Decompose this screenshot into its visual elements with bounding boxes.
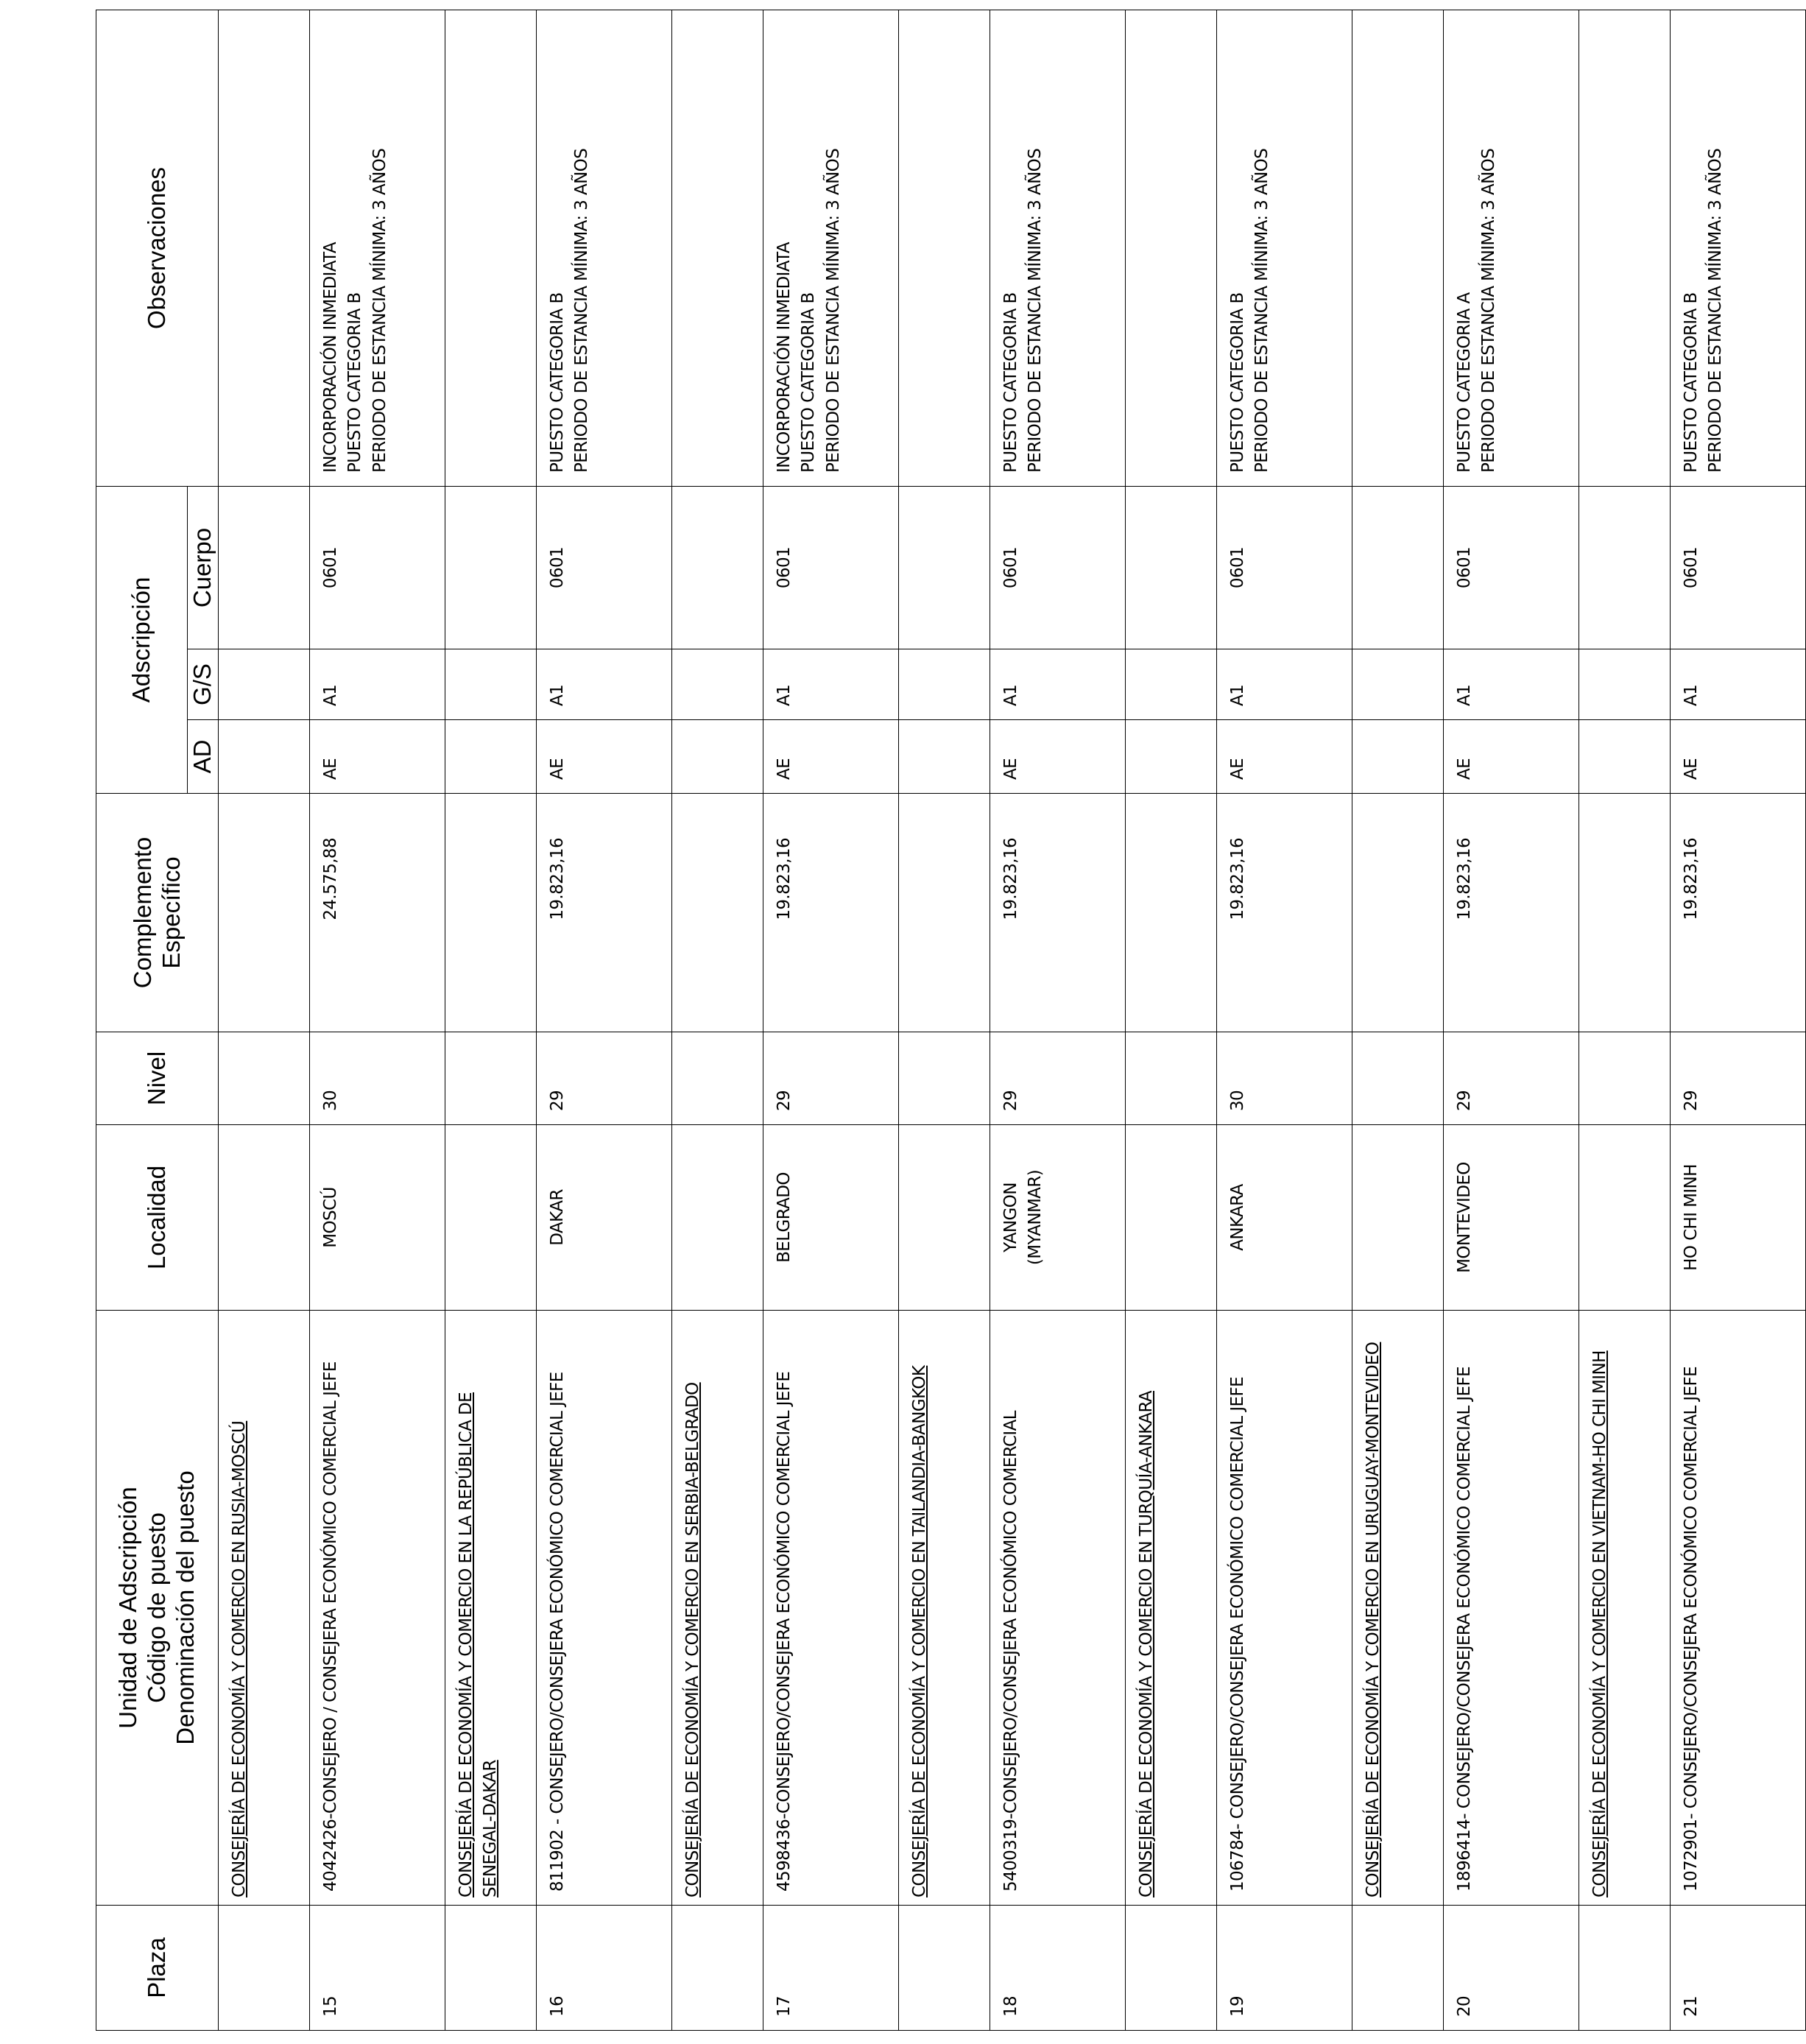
nivel-value: 29 — [990, 1032, 1126, 1125]
gs-value: A1 — [537, 649, 672, 720]
complemento-value: 19.823,16 — [1444, 794, 1579, 1032]
header-unidad-line3: Denominación del puesto — [171, 1470, 199, 1745]
observaciones-cell — [445, 10, 537, 486]
localidad-line1: ANKARA — [1228, 1184, 1247, 1251]
localidad-line1: MOSCÚ — [321, 1187, 340, 1248]
observacion-line: INCORPORACIÓN INMEDIATA — [321, 242, 340, 473]
localidad-cell — [1126, 1125, 1217, 1311]
localidad-value — [537, 1125, 672, 1311]
unit-row — [219, 10, 310, 2030]
post-row — [537, 10, 672, 2030]
puesto-description: 106784- CONSEJERO/CONSEJERA ECONÓMICO COMERCIAL JEFE — [1217, 1311, 1352, 1906]
gs-cell — [1352, 649, 1444, 720]
plaza-number: 20 — [1444, 1906, 1579, 2031]
nivel-value: 30 — [310, 1032, 445, 1125]
localidad-cell — [219, 1125, 310, 1311]
plaza-number: 17 — [763, 1906, 899, 2031]
cuerpo-value: 0601 — [1671, 486, 1806, 649]
observacion-line: PUESTO CATEGORIA B — [548, 292, 567, 473]
unit-name-cell: CONSEJERÍA DE ECONOMÍA Y COMERCIO EN RUSIA-MOSCÚ — [219, 1311, 310, 1906]
complemento-cell — [219, 794, 310, 1032]
unit-row — [1126, 10, 1217, 2030]
ad-cell — [672, 720, 763, 794]
observaciones-cell — [672, 10, 763, 486]
observaciones-cell — [899, 10, 990, 486]
gs-cell — [1126, 649, 1217, 720]
localidad-value — [310, 1125, 445, 1311]
localidad-cell — [445, 1125, 537, 1311]
complemento-value: 19.823,16 — [763, 794, 899, 1032]
observaciones-cell — [219, 10, 310, 486]
gs-cell — [219, 649, 310, 720]
observaciones-value — [537, 10, 672, 486]
header-unidad-line1: Unidad de Adscripción — [114, 1487, 142, 1729]
header-complemento-line2: Específico — [157, 856, 185, 969]
plaza-cell — [672, 1906, 763, 2031]
observacion-line: PERIODO DE ESTANCIA MÍNIMA: 3 AÑOS — [572, 148, 592, 473]
observacion-line: PUESTO CATEGORIA B — [1001, 292, 1020, 473]
nivel-cell — [1352, 1032, 1444, 1125]
observacion-line: PERIODO DE ESTANCIA MÍNIMA: 3 AÑOS — [1026, 148, 1045, 473]
ad-cell — [899, 720, 990, 794]
gs-cell — [899, 649, 990, 720]
header-gs: G/S — [188, 649, 219, 720]
cuerpo-value: 0601 — [1444, 486, 1579, 649]
post-row — [1217, 10, 1352, 2030]
nivel-value: 29 — [1444, 1032, 1579, 1125]
nivel-cell — [219, 1032, 310, 1125]
observacion-line: PERIODO DE ESTANCIA MÍNIMA: 3 AÑOS — [1252, 148, 1272, 473]
nivel-cell — [672, 1032, 763, 1125]
localidad-line1: MONTEVIDEO — [1455, 1162, 1474, 1273]
table-body — [219, 10, 1806, 2030]
localidad-value — [1444, 1125, 1579, 1311]
observacion-line: PUESTO CATEGORIA B — [1682, 292, 1701, 473]
unit-name-cell: CONSEJERÍA DE ECONOMÍA Y COMERCIO EN VIETNAM-HO CHI MINH — [1579, 1311, 1671, 1906]
unit-name-cell: CONSEJERÍA DE ECONOMÍA Y COMERCIO EN LA REPÚBLICA DE SENEGAL-DAKAR — [445, 1311, 537, 1906]
observaciones-value — [990, 10, 1126, 486]
post-row — [990, 10, 1126, 2030]
nivel-cell — [899, 1032, 990, 1125]
plaza-number: 18 — [990, 1906, 1126, 2031]
observaciones-value — [1444, 10, 1579, 486]
header-unidad — [96, 1311, 219, 1906]
table-header — [96, 10, 219, 2030]
observaciones-cell — [1579, 10, 1671, 486]
cuerpo-value: 0601 — [763, 486, 899, 649]
puesto-description: 1072901- CONSEJERO/CONSEJERA ECONÓMICO COMERCIAL JEFE — [1671, 1311, 1806, 1906]
nivel-value: 29 — [537, 1032, 672, 1125]
rotated-table-wrapper — [96, 10, 1726, 2031]
gs-value: A1 — [763, 649, 899, 720]
observaciones-value — [310, 10, 445, 486]
nivel-cell — [1126, 1032, 1217, 1125]
observaciones-cell — [1126, 10, 1217, 486]
ad-value: AE — [763, 720, 899, 794]
header-localidad: Localidad — [96, 1125, 219, 1311]
localidad-line1: DAKAR — [548, 1189, 567, 1246]
cuerpo-cell — [672, 486, 763, 649]
gs-value: A1 — [1217, 649, 1352, 720]
observacion-line: PUESTO CATEGORIA A — [1455, 292, 1474, 473]
post-row — [1671, 10, 1806, 2030]
cuerpo-cell — [445, 486, 537, 649]
plaza-number: 21 — [1671, 1906, 1806, 2031]
puesto-description: 1896414- CONSEJERO/CONSEJERA ECONÓMICO COMERCIAL JEFE — [1444, 1311, 1579, 1906]
unit-row — [672, 10, 763, 2030]
puesto-description: 5400319-CONSEJERO/CONSEJERA ECONÓMICO COMERCIAL — [990, 1311, 1126, 1906]
localidad-value — [1671, 1125, 1806, 1311]
ad-cell — [1352, 720, 1444, 794]
gs-value: A1 — [310, 649, 445, 720]
cuerpo-cell — [219, 486, 310, 649]
plaza-number: 16 — [537, 1906, 672, 2031]
gs-cell — [1579, 649, 1671, 720]
complemento-cell — [1579, 794, 1671, 1032]
nivel-cell — [1579, 1032, 1671, 1125]
localidad-line1: BELGRADO — [775, 1172, 794, 1263]
gs-value: A1 — [1444, 649, 1579, 720]
observacion-line: PERIODO DE ESTANCIA MÍNIMA: 3 AÑOS — [823, 148, 843, 473]
header-plaza: Plaza — [96, 1906, 219, 2031]
localidad-cell — [1579, 1125, 1671, 1311]
complemento-cell — [672, 794, 763, 1032]
complemento-cell — [899, 794, 990, 1032]
complemento-value: 19.823,16 — [1217, 794, 1352, 1032]
complemento-value: 19.823,16 — [990, 794, 1126, 1032]
localidad-line1: HO CHI MINH — [1682, 1164, 1701, 1271]
plaza-cell — [899, 1906, 990, 2031]
unit-name-cell: CONSEJERÍA DE ECONOMÍA Y COMERCIO EN URUGUAY-MONTEVIDEO — [1352, 1311, 1444, 1906]
ad-value: AE — [990, 720, 1126, 794]
localidad-value — [990, 1125, 1126, 1311]
cuerpo-cell — [1352, 486, 1444, 649]
unit-row — [1352, 10, 1444, 2030]
ad-value: AE — [1444, 720, 1579, 794]
plaza-cell — [1352, 1906, 1444, 2031]
plaza-number: 19 — [1217, 1906, 1352, 2031]
complemento-cell — [445, 794, 537, 1032]
observacion-line: PUESTO CATEGORIA B — [799, 292, 819, 473]
unit-name-cell: CONSEJERÍA DE ECONOMÍA Y COMERCIO EN TAILANDIA-BANGKOK — [899, 1311, 990, 1906]
complemento-value: 19.823,16 — [1671, 794, 1806, 1032]
plaza-cell — [445, 1906, 537, 2031]
ad-value: AE — [1671, 720, 1806, 794]
ad-cell — [1579, 720, 1671, 794]
observacion-line: INCORPORACIÓN INMEDIATA — [775, 242, 794, 473]
complemento-cell — [1126, 794, 1217, 1032]
observacion-line: PUESTO CATEGORIA B — [1228, 292, 1247, 473]
header-nivel: Nivel — [96, 1032, 219, 1125]
ad-cell — [1126, 720, 1217, 794]
localidad-value — [1217, 1125, 1352, 1311]
plaza-number: 15 — [310, 1906, 445, 2031]
header-adscripcion: Adscripción — [96, 486, 188, 793]
cuerpo-value: 0601 — [990, 486, 1126, 649]
observaciones-value — [1217, 10, 1352, 486]
localidad-cell — [899, 1125, 990, 1311]
puesto-description: 4598436-CONSEJERO/CONSEJERA ECONÓMICO COMERCIAL JEFE — [763, 1311, 899, 1906]
cuerpo-value: 0601 — [310, 486, 445, 649]
post-row — [310, 10, 445, 2030]
observaciones-cell — [1352, 10, 1444, 486]
unit-row — [445, 10, 537, 2030]
observaciones-value — [1671, 10, 1806, 486]
cuerpo-cell — [1126, 486, 1217, 649]
nivel-value: 29 — [1671, 1032, 1806, 1125]
observacion-line: PERIODO DE ESTANCIA MÍNIMA: 3 AÑOS — [370, 148, 389, 473]
puesto-description: 811902 - CONSEJERO/CONSEJERA ECONÓMICO COMERCIAL JEFE — [537, 1311, 672, 1906]
observacion-line: PUESTO CATEGORIA B — [345, 292, 365, 473]
observaciones-value — [763, 10, 899, 486]
header-complemento-line1: Complemento — [128, 836, 156, 989]
observacion-line: PERIODO DE ESTANCIA MÍNIMA: 3 AÑOS — [1479, 148, 1499, 473]
localidad-line1: YANGON — [1001, 1183, 1020, 1252]
ad-value: AE — [310, 720, 445, 794]
ad-value: AE — [537, 720, 672, 794]
localidad-value — [763, 1125, 899, 1311]
localidad-cell — [1352, 1125, 1444, 1311]
unit-name-cell: CONSEJERÍA DE ECONOMÍA Y COMERCIO EN SERBIA-BELGRADO — [672, 1311, 763, 1906]
cuerpo-cell — [899, 486, 990, 649]
nivel-value: 30 — [1217, 1032, 1352, 1125]
gs-cell — [445, 649, 537, 720]
gs-cell — [672, 649, 763, 720]
header-cuerpo: Cuerpo — [188, 486, 219, 649]
plaza-cell — [1126, 1906, 1217, 2031]
unit-row — [1579, 10, 1671, 2030]
header-observaciones: Observaciones — [96, 10, 219, 486]
gs-value: A1 — [990, 649, 1126, 720]
puesto-description: 4042426-CONSEJERO / CONSEJERA ECONÓMICO COMERCIAL JEFE — [310, 1311, 445, 1906]
localidad-line2: (MYANMAR) — [1026, 1169, 1045, 1266]
plaza-cell — [219, 1906, 310, 2031]
complemento-cell — [1352, 794, 1444, 1032]
header-ad: AD — [188, 720, 219, 794]
unit-name-cell: CONSEJERÍA DE ECONOMÍA Y COMERCIO EN TURQUÍA-ANKARA — [1126, 1311, 1217, 1906]
complemento-value: 19.823,16 — [537, 794, 672, 1032]
nivel-cell — [445, 1032, 537, 1125]
post-row — [763, 10, 899, 2030]
unit-row — [899, 10, 990, 2030]
observacion-line: PERIODO DE ESTANCIA MÍNIMA: 3 AÑOS — [1706, 148, 1726, 473]
ad-value: AE — [1217, 720, 1352, 794]
nivel-value: 29 — [763, 1032, 899, 1125]
ad-cell — [445, 720, 537, 794]
complemento-value: 24.575,88 — [310, 794, 445, 1032]
cuerpo-cell — [1579, 486, 1671, 649]
localidad-cell — [672, 1125, 763, 1311]
ad-cell — [219, 720, 310, 794]
plaza-cell — [1579, 1906, 1671, 2031]
cuerpo-value: 0601 — [1217, 486, 1352, 649]
cuerpo-value: 0601 — [537, 486, 672, 649]
post-row — [1444, 10, 1579, 2030]
gs-value: A1 — [1671, 649, 1806, 720]
header-complemento — [96, 794, 219, 1032]
header-unidad-line2: Código de puesto — [143, 1512, 171, 1703]
positions-table — [96, 10, 1806, 2031]
